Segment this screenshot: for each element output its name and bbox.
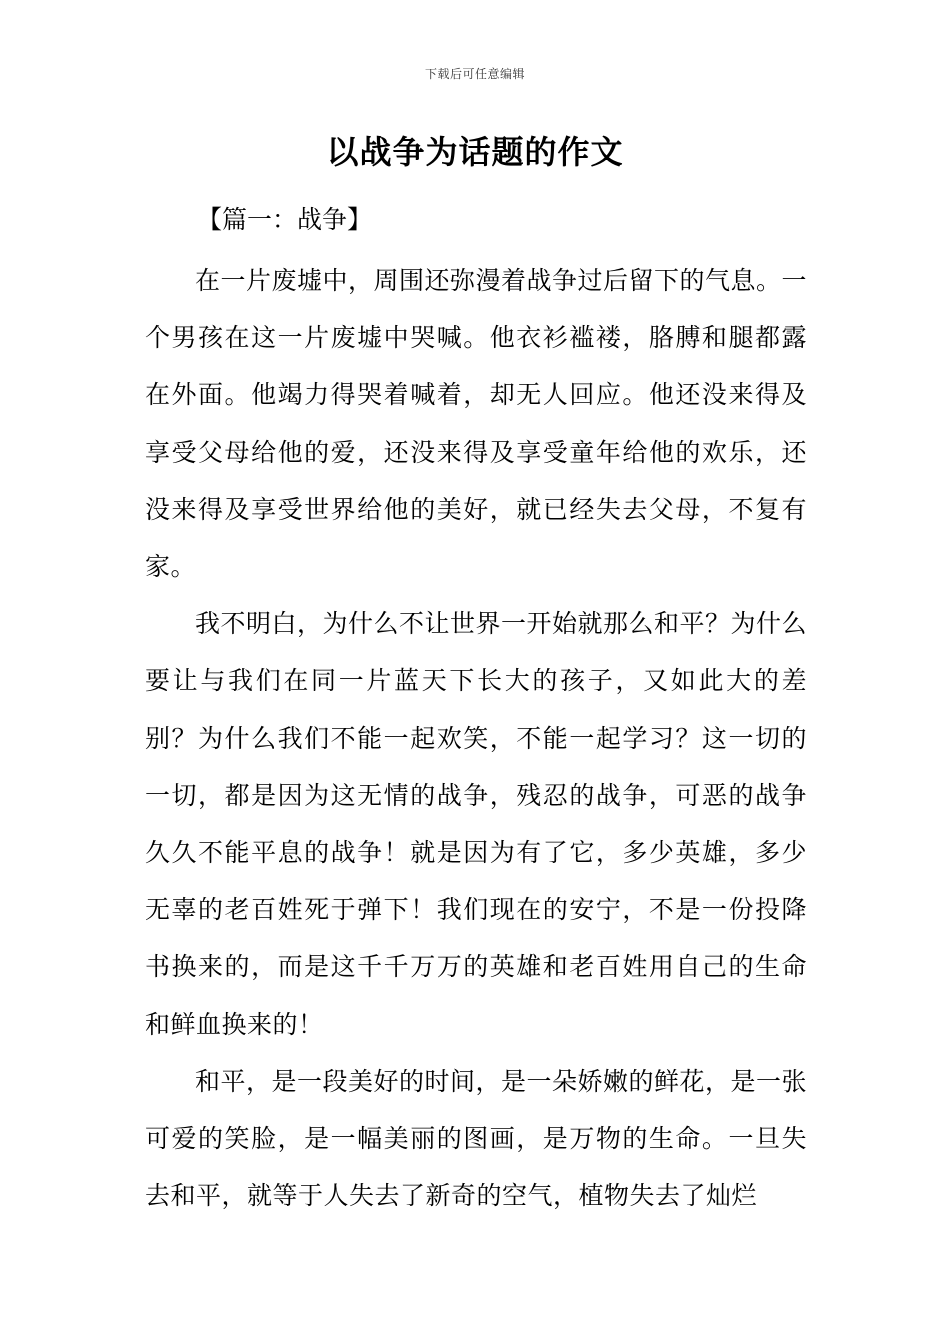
paragraph-1: 在一片废墟中，周围还弥漫着战争过后留下的气息。一个男孩在这一片废墟中哭喊。他衣衫褴褛，胳膊和腿都露在外面。他竭力得哭着喊着，却无人回应。他还没来得及享受父母给他的爱，还没来得及享受童年给他的欢乐，还没来得及享受世界给他的美好，就已经失去父母，不复有家。: [145, 266, 808, 582]
paragraph-3: 和平，是一段美好的时间，是一朵娇嫩的鲜花，是一张可爱的笑脸，是一幅美丽的图画，是万物的生命。一旦失去和平，就等于人失去了新奇的空气，植物失去了灿烂: [145, 1066, 808, 1211]
paragraph-2: 我不明白，为什么不让世界一开始就那么和平？为什么要让与我们在同一片蓝天下长大的孩子，又如此大的差别？为什么我们不能一起欢笑，不能一起学习？这一切的一切，都是因为这无情的战争，残忍的战争，可恶的战争久久不能平息的战争！就是因为有了它，多少英雄，多少无辜的老百姓死于弹下！我们现在的安宁，不是一份投降书换来的，而是这千千万万的英雄和老百姓用自己的生命和鲜血换来的！: [145, 609, 808, 1039]
header-note: 下载后可任意编辑: [424, 67, 525, 81]
section-heading: 【篇一：战争】: [197, 205, 373, 234]
body-text: [145, 252, 807, 1224]
document-title: 以战争为话题的作文: [326, 133, 624, 171]
